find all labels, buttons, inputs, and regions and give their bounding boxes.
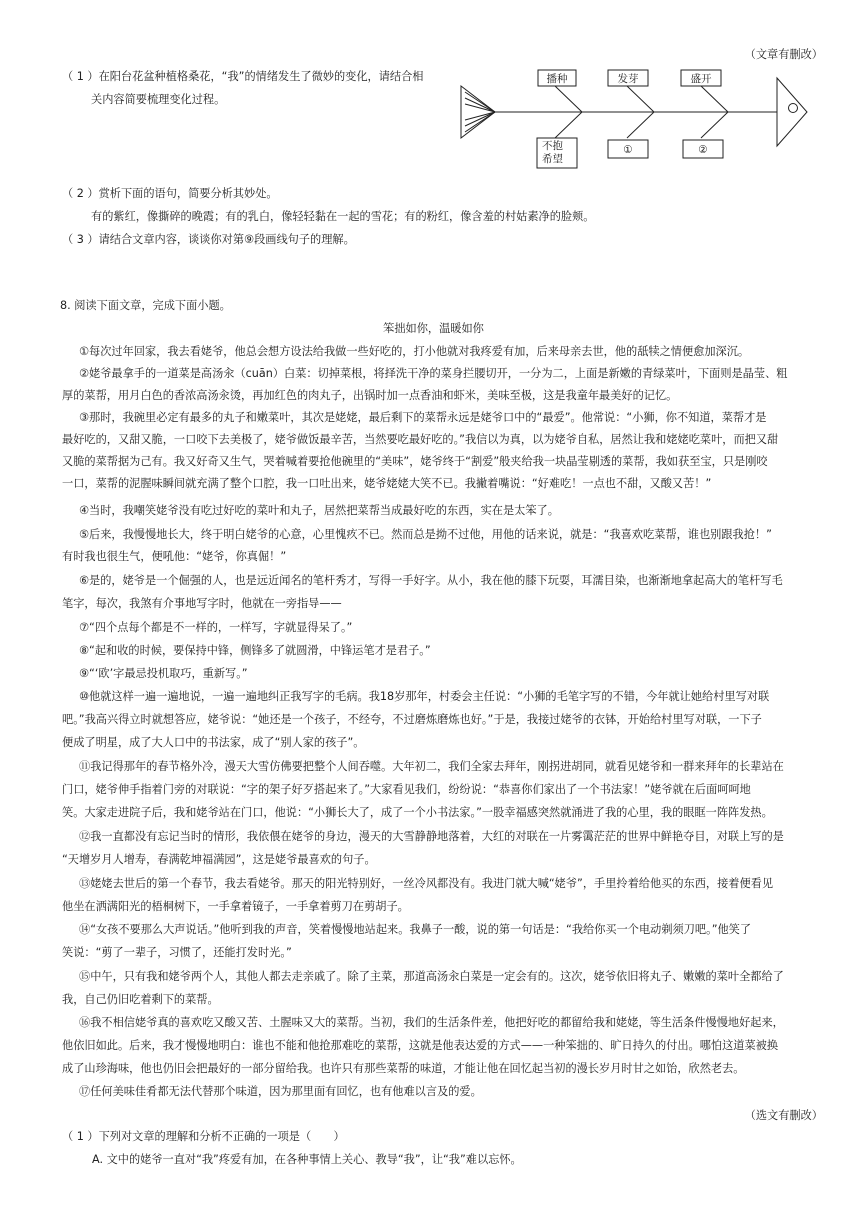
q8-heading: 8. 阅读下面文章，完成下面小题。 — [60, 299, 231, 312]
article-line: 成了山珍海味，他也仍旧会把最好的一部分留给我。也许只有那些菜帮的味道，才能让他在回忆起当初的漫长岁月时甘之如饴，欣然老去。 — [62, 1062, 745, 1075]
top-box-2-label: 发芽 — [617, 73, 639, 85]
article-line: ⑦“四个点每个都是不一样的，一样写，字就显得呆了。” — [79, 621, 353, 634]
article-line: 门口，姥爷伸手指着门旁的对联说：“字的架子好歹搭起来了。”大家看见我们，纷纷说：“恭喜你们家出了一个书法家！”姥爷就在后面呵呵地 — [62, 783, 751, 796]
bottom-box-2 — [608, 140, 648, 158]
article-title: 笨拙如你，温暖如你 — [383, 322, 484, 335]
q7-subquestion-1-line1: （ 1 ）在阳台花盆种植格桑花，“我”的情绪发生了微妙的变化，请结合相 — [62, 70, 424, 83]
option-a: A. 文中的姥爷一直对“我”疼爱有加，在各种事情上关心、教导“我”，让“我”难以忘怀。 — [92, 1153, 522, 1166]
article-line: 我，自己仍旧吃着剩下的菜帮。 — [62, 993, 219, 1006]
top-box-3-label: 盛开 — [690, 73, 712, 85]
article-line: 他坐在洒满阳光的梧桐树下，一手拿着镜子，一手拿着剪刀在剪胡子。 — [62, 900, 409, 913]
article-line: ⑯我不相信姥爷真的喜欢吃又酸又苦、土腥味又大的菜帮。当初，我们的生活条件差，他把好吃的都留给我和姥姥，等生活条件慢慢地好起来， — [79, 1016, 784, 1029]
q7-subquestion-3: （ 3 ）请结合文章内容，谈谈你对第⑨段画线句子的理解。 — [62, 233, 355, 246]
article-line: 有时我也很生气，便吼他：“姥爷，你真倔！” — [62, 550, 287, 563]
q7-subquestion-1-line2: 关内容简要梳理变化过程。 — [91, 93, 226, 106]
q8-subquestion-1: （ 1 ）下列对文章的理解和分析不正确的一项是（ ） — [62, 1130, 345, 1143]
article-line: ⑭“女孩不要那么大声说话。”他听到我的声音，笑着慢慢地站起来。我鼻子一酸，说的第一句话是：“我给你买一个电动剃须刀吧。”他笑了 — [79, 923, 752, 936]
article-line: ③那时，我碗里必定有最多的丸子和嫩菜叶，其次是姥姥，最后剩下的菜帮永远是姥爷口中的“最爱”。他常说：“小狮，你不知道，菜帮才是 — [79, 411, 767, 424]
article-line: ⑧“起和收的时候，要保持中锋，侧锋多了就圆滑，中锋运笔才是君子。” — [79, 644, 431, 657]
article-line: ⑫我一直都没有忘记当时的情形，我依偎在姥爷的身边，漫天的大雪静静地落着，大红的对联在一片雾霭茫茫的世界中鲜艳夺目，对联上写的是 — [79, 830, 784, 843]
fish-head — [777, 78, 807, 146]
article-line: 吧。”我高兴得立时就想答应，姥爷说：“她还是一个孩子，不经夸，不过磨炼磨炼也好。”于是，我接过姥爷的衣钵，开始给村里写对联，一下子 — [62, 713, 762, 726]
article-line: “天增岁月人增寿，春满乾坤福满园”，这是姥爷最喜欢的句子。 — [62, 853, 376, 866]
bottom-box-3-label: ② — [698, 144, 708, 156]
top-box-2 — [608, 70, 648, 86]
article-line: 厚的菜帮，用月白色的香浓高汤汆烫，再加红色的肉丸子，出锅时加一点香油和虾米，美味至极，这是我童年最美好的记忆。 — [62, 389, 678, 402]
q7-subquestion-2-quote: 有的紫红，像撕碎的晚霞；有的乳白，像轻轻黏在一起的雪花；有的粉红，像含羞的村姑素净的脸颊。 — [91, 210, 595, 223]
article-line: ⑰任何美味佳肴都无法代替那个味道，因为那里面有回忆，也有他难以言及的爱。 — [79, 1085, 482, 1098]
article-line: 便成了明星，成了大人口中的书法家，成了“别人家的孩子”。 — [62, 736, 365, 749]
top-box-1 — [538, 70, 576, 86]
article-line: ⑤后来，我慢慢地长大，终于明白姥爷的心意，心里愧疚不已。然而总是拗不过他，用他的话来说，就是：“我喜欢吃菜帮，谁也别跟我抢！” — [79, 528, 772, 541]
article-line: ④当时，我嘲笑姥爷没有吃过好吃的菜叶和丸子，居然把菜帮当成最好吃的东西，实在是太笨了。 — [79, 504, 559, 517]
bottom-box-1-label: 不抱希望 — [542, 140, 563, 165]
article-line: 一口，菜帮的泥腥味瞬间就充满了整个口腔，我一口吐出来，姥爷姥姥大笑不已。我撇着嘴说：“好难吃！一点也不甜，又酸又苦！” — [62, 477, 712, 490]
article-line: ⑨“‘欧’字最忌投机取巧，重新写。” — [79, 667, 248, 680]
article-line: ⑬姥姥去世后的第一个春节，我去看姥爷。那天的阳光特别好，一丝冷风都没有。我进门就大喊“姥爷”，手里拎着给他买的东西，接着便看见 — [79, 877, 774, 890]
bottom-box-2-label: ① — [623, 144, 633, 156]
bottom-box-3 — [683, 140, 723, 158]
q7-subquestion-2: （ 2 ）赏析下面的语句，简要分析其妙处。 — [62, 187, 278, 200]
article-line: ⑩他就这样一遍一遍地说，一遍一遍地纠正我写字的毛病。我18岁那年，村委会主任说：“小狮的毛笔字写的不错，今年就让她给村里写对联 — [79, 690, 770, 703]
article-line: ⑥是的，姥爷是一个倔强的人，也是远近闻名的笔杆秀才，写得一手好字。从小，我在他的膝下玩耍，耳濡目染，也渐渐地拿起高大的笔杆写毛 — [79, 574, 783, 587]
article-line: 他依旧如此。后来，我才慢慢地明白：谁也不能和他抢那难吃的菜帮，这就是他表达爱的方式——一种笨拙的、旷日持久的付出。哪怕这道菜被换 — [62, 1039, 779, 1052]
article-line: ⑮中午，只有我和姥爷两个人，其他人都去走亲戚了。除了主菜，那道高汤汆白菜是一定会有的。这次，姥爷依旧将丸子、嫩嫩的菜叶全都给了 — [79, 970, 784, 983]
article-line: ⑪我记得那年的春节格外冷，漫天大雪仿佛要把整个人间吞噬。大年初二，我们全家去拜年，刚拐进胡同，就看见姥爷和一群来拜年的长辈站在 — [79, 760, 784, 773]
article-line: 最好吃的，又甜又脆，一口咬下去美极了，姥爷做饭最辛苦，当然要吃最好吃的。”我信以为真，以为姥爷自私，居然让我和姥姥吃菜叶，而把又甜 — [62, 433, 779, 446]
bottom-box-1 — [537, 138, 577, 168]
article-source-note: （选文有删改） — [744, 1109, 823, 1122]
top-box-1-label: 播种 — [546, 73, 568, 85]
fishbone-diagram — [455, 64, 815, 174]
article-line: 笑。大家走进院子后，我和姥爷站在门口，他说：“小狮长大了，成了一个小书法家。”一股幸福感突然就涌进了我的心里，我的眼眶一阵阵发热。 — [62, 806, 773, 819]
article-line: ②姥爷最拿手的一道菜是高汤汆（cuān）白菜：切掉菜根，将择洗干净的菜身拦腰切开，一分为二，上面是新嫩的青绿菜叶，下面则是晶莹、粗 — [79, 367, 788, 380]
article-line: 又脆的菜帮据为己有。我又好奇又生气，哭着喊着要抢他碗里的“美味”，姥爷终于“割爱”般夹给我一块晶莹剔透的菜帮，我如获至宝，只是刚咬 — [62, 455, 768, 468]
article-line: 笑说：“剪了一辈子，习惯了，还能打发时光。” — [62, 946, 292, 959]
top-box-3 — [681, 70, 721, 86]
article-line: 笔字，每次，我煞有介事地写字时，他就在一旁指导—— — [62, 597, 342, 610]
fish-tail — [461, 86, 495, 138]
article-line: ①每次过年回家，我去看姥爷，他总会想方设法给我做一些好吃的，打小他就对我疼爱有加，后来母亲去世，他的舐犊之情便愈加深沉。 — [79, 345, 750, 358]
top-source-note: （文章有删改） — [744, 48, 823, 61]
